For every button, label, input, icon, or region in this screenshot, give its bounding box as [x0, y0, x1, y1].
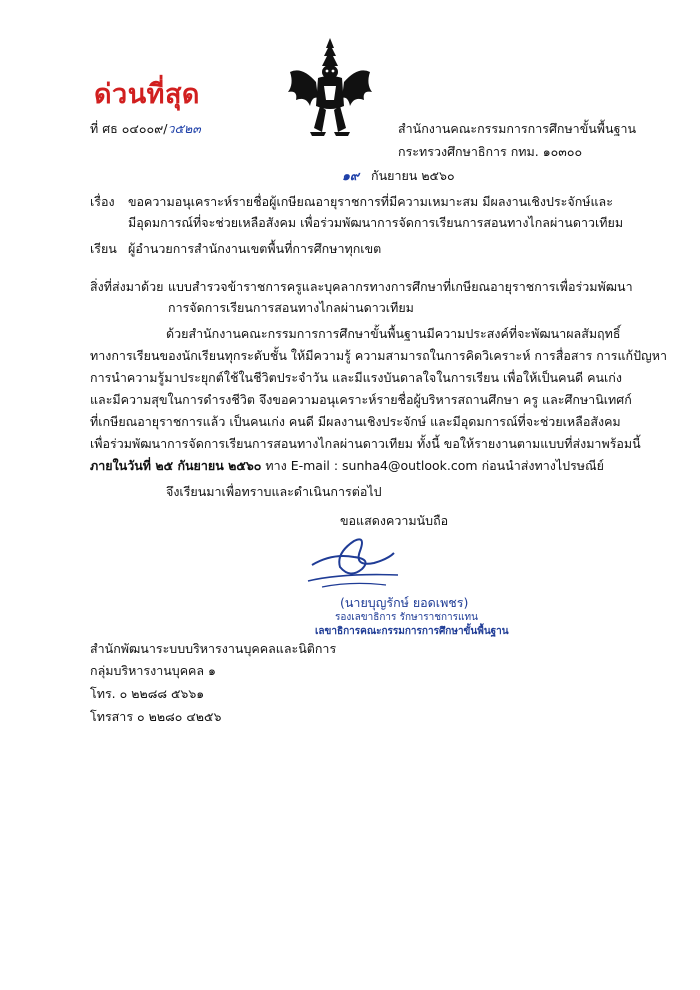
body-line-4: และมีความสุขในการดำรงชีวิต จึงขอความอนุเคราะห์รายชื่อผู้บริหารสถานศึกษา ครู และศึกษานิเทศก์	[90, 392, 632, 407]
contact-fax: โทรสาร ๐ ๒๒๘๐ ๔๒๕๖	[90, 709, 222, 724]
contact-group: กลุ่มบริหารงานบุคคล ๑	[90, 663, 216, 678]
body-line-6: เพื่อร่วมพัฒนาการจัดการเรียนการสอนทางไกลผ่านดาวเทียม ทั้งนี้ ขอให้รายงานตามแบบที่ส่งมาพร้อมนี้	[90, 436, 641, 451]
reference-handwritten-number: ว๕๒๓	[167, 121, 201, 136]
contact-office: สำนักพัฒนาระบบบริหารงานบุคคลและนิติการ	[90, 641, 337, 656]
subject-line-2: มีอุดมการณ์ที่จะช่วยเหลือสังคม เพื่อร่วมพัฒนาการจัดการเรียนการสอนทางไกลผ่านดาวเทียม	[128, 215, 624, 230]
garuda-emblem-icon	[284, 36, 376, 136]
body-line-2: ทางการเรียนของนักเรียนทุกระดับชั้น ให้มีความรู้ ความสามารถในการคิดวิเคราะห์ การสื่อสาร การแก้ปัญหา	[90, 348, 667, 363]
date-day: ๑๙	[342, 168, 360, 183]
signatory-name: (นายบุญรักษ์ ยอดเพชร)	[340, 595, 469, 610]
contact-phone: โทร. ๐ ๒๒๘๘ ๕๖๖๑	[90, 686, 205, 701]
signatory-title-1: รองเลขาธิการ รักษาราชการแทน	[335, 612, 478, 623]
subject-label: เรื่อง	[90, 194, 115, 209]
recipient-text: ผู้อำนวยการสำนักงานเขตพื้นที่การศึกษาทุกเขต	[128, 241, 382, 256]
reference-prefix: ที่ ศธ ๐๔๐๐๙/	[90, 121, 168, 136]
letter-date	[342, 167, 455, 184]
enclosure-line-1: แบบสำรวจข้าราชการครูและบุคลากรทางการศึกษาที่เกษียณอายุราชการเพื่อร่วมพัฒนา	[168, 279, 633, 294]
enclosure-label: สิ่งที่ส่งมาด้วย	[90, 279, 164, 294]
date-month-year: กันยายน ๒๕๖๐	[371, 168, 455, 183]
body-line-5: ที่เกษียณอายุราชการแล้ว เป็นคนเก่ง คนดี มีผลงานเชิงประจักษ์ และมีอุดมการณ์ที่จะช่วยเหลือสังคม	[90, 414, 621, 429]
enclosure-line-2: การจัดการเรียนการสอนทางไกลผ่านดาวเทียม	[168, 300, 414, 315]
deadline-text: ภายในวันที่ ๒๕ กันยายน ๒๕๖๐	[90, 458, 262, 473]
body-line-7	[90, 457, 604, 474]
body-line-1: ด้วยสำนักงานคณะกรรมการการศึกษาขั้นพื้นฐานมีความประสงค์ที่จะพัฒนาผลสัมฤทธิ์	[166, 326, 621, 341]
signoff: ขอแสดงความนับถือ	[340, 513, 449, 528]
signature-mark	[302, 523, 402, 593]
urgency-stamp: ด่วนที่สุด	[94, 79, 200, 110]
issuer-ministry-address: กระทรวงศึกษาธิการ กทม. ๑๐๓๐๐	[398, 144, 583, 159]
body-line-3: การนำความรู้มาประยุกต์ใช้ในชีวิตประจำวัน และมีแรงบันดาลใจในการเรียน เพื่อให้เป็นคนดี คนเก่ง	[90, 370, 622, 385]
recipient-label: เรียน	[90, 241, 117, 256]
subject-line-1: ขอความอนุเคราะห์รายชื่อผู้เกษียณอายุราชการที่มีความเหมาะสม มีผลงานเชิงประจักษ์และ	[128, 194, 613, 209]
signatory-title-2: เลขาธิการคณะกรรมการการศึกษาขั้นพื้นฐาน	[315, 626, 509, 637]
reference-number	[90, 120, 201, 137]
issuer-office: สำนักงานคณะกรรมการการศึกษาขั้นพื้นฐาน	[398, 121, 637, 136]
closing-line: จึงเรียนมาเพื่อทราบและดำเนินการต่อไป	[166, 484, 382, 499]
email-instruction: ทาง E-mail : sunha4@outlook.com ก่อนนำส่งทางไปรษณีย์	[261, 458, 604, 473]
